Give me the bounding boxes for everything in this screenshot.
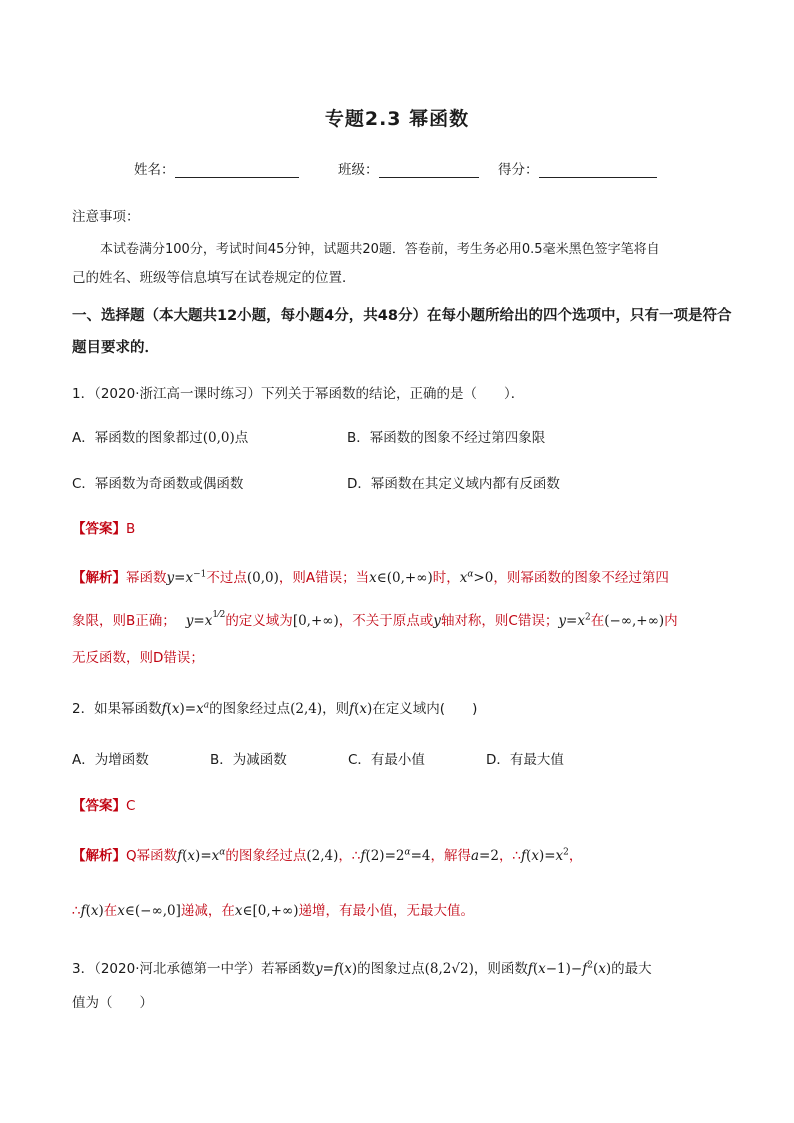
q1-option-d: D．幂函数在其定义域内都有反函数 — [347, 476, 560, 492]
q2-analysis-line2: ∴f(x)在x∈(−∞,0]递减，在x∈[0,+∞)递增，有最小值，无最大值。 — [72, 903, 474, 919]
q2-analysis-line1: 【解析】Q幂函数$f(x)=x^\alpha$的图象经过点(2,4)，$\therefore f(2)=2^\alpha=4$，解得a=2，$\therefore f(x)=x^2$， — [72, 847, 583, 864]
q2-text: ，∴ — [498, 848, 522, 864]
answer-label: 【答案】 — [72, 798, 126, 814]
formula: y — [166, 570, 175, 586]
q1-analysis-line2: 象限，则B正确； $y=x^{1⁄2}$的定义域为[0,+∞)，不关于原点或y轴对称，则C错误；$y=x^2$在(−∞,+∞)内 — [72, 610, 678, 629]
q1-analysis-line3: 无反函数，则D错误； — [72, 650, 204, 666]
analysis-label: 【解析】 — [72, 570, 126, 586]
name-field — [134, 158, 299, 178]
q1-option-a-text: A．幂函数的图象都过 — [72, 430, 203, 446]
class-field — [338, 158, 479, 178]
score-label: 得分： — [498, 162, 539, 178]
point: (2,4) — [290, 701, 323, 717]
q1-text: 时， — [432, 570, 460, 586]
q2-text: ，则 — [322, 701, 350, 717]
q1-text: 的定义域为 — [225, 613, 293, 629]
q2-text: ∴ — [72, 903, 81, 919]
notice-label: 注意事项： — [72, 209, 140, 225]
q1-text: 轴对称，则C错误； — [440, 613, 559, 629]
q3-text: 3．（2020·河北承德第一中学）若幂函数 — [72, 961, 315, 977]
q2-text: 递减，在 — [180, 903, 235, 919]
notice-line1: 本试卷满分100分，考试时间45分钟，试题共20题．答卷前，考生务必用0.5毫米黑色签字笔将自 — [100, 242, 660, 257]
q1-text: 幂函数 — [126, 570, 167, 586]
q1-answer — [72, 517, 135, 537]
q2-option-a: A．为增函数 — [72, 752, 149, 768]
q2-text: 递增，有最小值，无最大值。 — [298, 903, 474, 919]
q2-text: 2．如果幂函数 — [72, 701, 162, 717]
answer-value: B — [126, 521, 136, 537]
q1-stem: 1．（2020·浙江高一课时练习）下列关于幂函数的结论，正确的是（ ）． — [72, 386, 525, 402]
score-field — [498, 158, 657, 178]
q2-text: Q幂函数 — [126, 848, 178, 864]
name-blank — [175, 163, 299, 178]
q2-answer — [72, 794, 135, 814]
q1-text: ，则A错误；当 — [278, 570, 370, 586]
q1-text: ，则幂函数的图象不经过第四 — [493, 570, 669, 586]
q1-text: 象限，则B正确； — [72, 613, 176, 629]
point: (0,0) — [246, 570, 279, 586]
q2-text: ，解得 — [430, 848, 471, 864]
q1-option-a-point: (0,0) — [202, 430, 235, 446]
answer-label: 【答案】 — [72, 521, 126, 537]
q1-text: ，不关于原点或 — [338, 613, 434, 629]
q1-text: 不过点 — [206, 570, 247, 586]
point: (2,4) — [306, 848, 339, 864]
q2-text: 在定义域内( ) — [372, 701, 478, 717]
q1-analysis-line1: 【解析】幂函数$y=x^{-1}$不过点(0,0)，则A错误；当x∈(0,+∞)时，$x^\alpha>0$，则幂函数的图象不经过第四 — [72, 569, 669, 586]
q3-stem-line1: 3．（2020·河北承德第一中学）若幂函数y=f(x)的图象过点(8,2√2)，则函数$f(x-1)-f^2(x)$的最大 — [72, 960, 652, 977]
q1-option-b: B．幂函数的图象不经过第四象限 — [347, 430, 546, 446]
q3-stem-line2: 值为（ ） — [72, 995, 153, 1011]
section1-line1: 一、选择题（本大题共12小题，每小题4分，共48分）在每小题所给出的四个选项中，只有一项是符合 — [72, 308, 732, 324]
class-blank — [379, 163, 479, 178]
q1-option-c: C．幂函数为奇函数或偶函数 — [72, 476, 244, 492]
q2-option-c: C．有最小值 — [348, 752, 425, 768]
class-label: 班级： — [338, 162, 379, 178]
notice-line2: 己的姓名、班级等信息填写在试卷规定的位置． — [72, 270, 356, 286]
answer-value: C — [126, 798, 136, 814]
q2-text: 的图象经过点 — [225, 848, 307, 864]
q3-text: 的最大 — [611, 961, 652, 977]
q2-text: 的图象经过点 — [209, 701, 291, 717]
q1-text: 内 — [664, 613, 678, 629]
section1-line2: 题目要求的． — [72, 340, 159, 356]
q1-text: 在 — [590, 613, 605, 629]
q2-text: 在 — [103, 903, 118, 919]
q3-text: 的图象过点 — [357, 961, 425, 977]
interval: (−∞,+∞) — [604, 613, 665, 629]
name-label: 姓名： — [134, 162, 175, 178]
analysis-label: 【解析】 — [72, 848, 126, 864]
q1-option-a — [72, 426, 248, 446]
q2-option-d: D．有最大值 — [486, 752, 564, 768]
interval: [0,+∞) — [292, 613, 339, 629]
q3-text: ，则函数 — [473, 961, 528, 977]
q2-text: ，∴ — [338, 848, 361, 864]
q1-option-a-suffix: 点 — [234, 430, 249, 446]
q2-option-b: B．为减函数 — [210, 752, 287, 768]
score-blank — [539, 163, 657, 178]
page-title: 专题2.3 幂函数 — [324, 108, 470, 130]
q2-stem: 2．如果幂函数$f(x)=x^a$的图象经过点(2,4)，则f(x)在定义域内( ) — [72, 700, 478, 717]
